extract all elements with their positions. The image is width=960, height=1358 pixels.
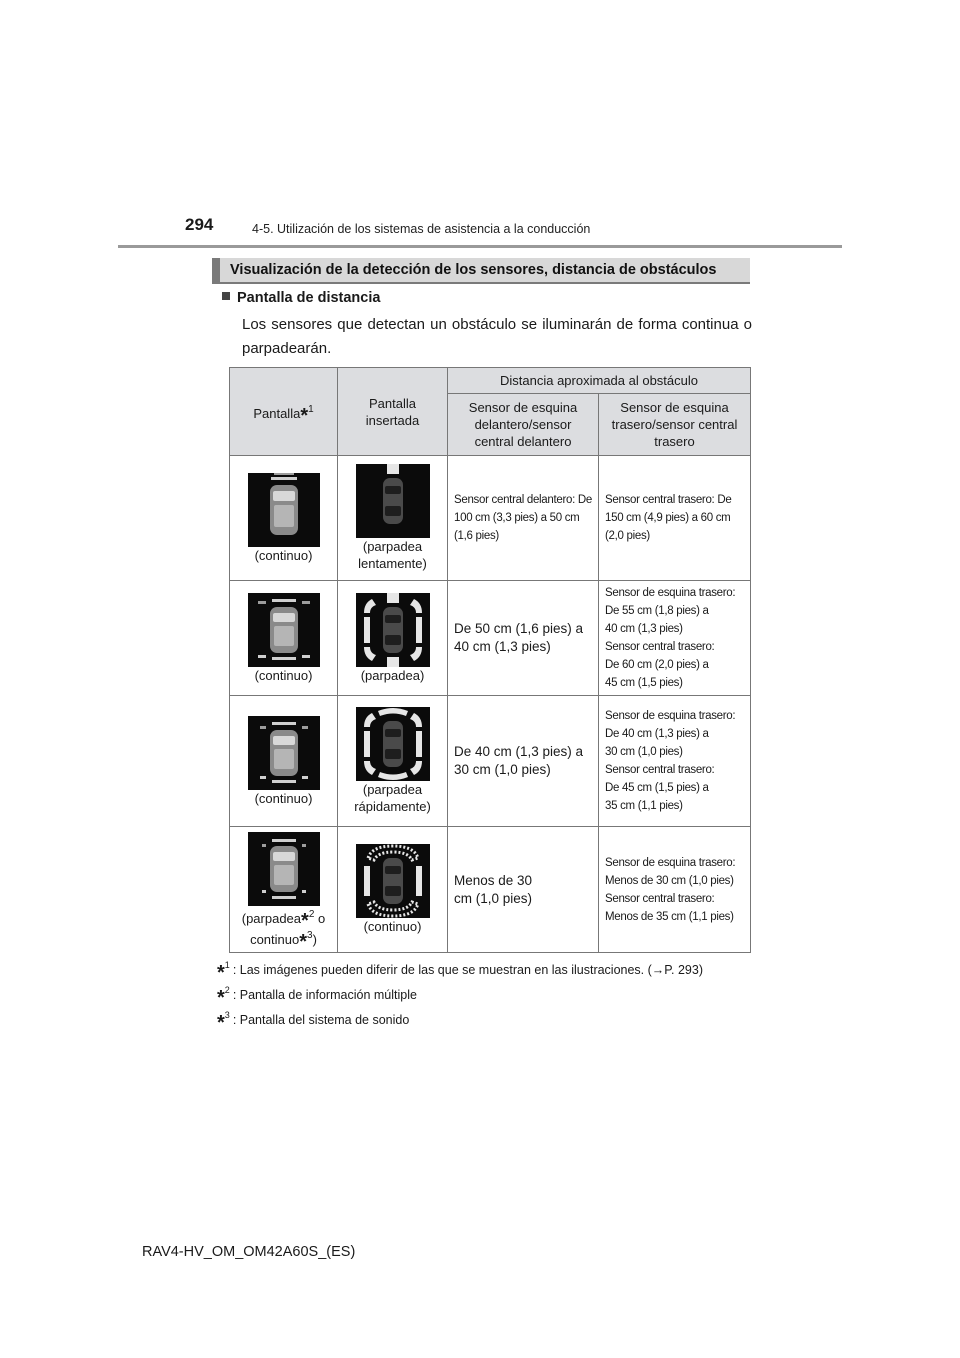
- header-pantalla-insertada: Pantalla insertada: [338, 368, 448, 456]
- square-bullet-icon: [222, 292, 230, 300]
- front-distance: Sensor central delantero: De 100 cm (3,3 pies) a 50 cm (1,6 pies): [448, 456, 599, 581]
- screen-car-icon: [248, 473, 320, 547]
- inset-car-icon: [356, 707, 430, 781]
- inset-caption: (continuo): [363, 919, 422, 934]
- footnote-3: *$^3$ : Pantalla del sistema de sonido: [217, 1010, 410, 1034]
- subheading: [222, 290, 380, 306]
- inset-caption: (parpadea lentamente): [358, 539, 427, 571]
- screen-cell: [230, 696, 338, 827]
- rear-distance: Sensor de esquina trasero: Menos de 30 cm (1,0 pies) Sensor central trasero: Menos de 35 cm (1,1 pies): [599, 827, 751, 953]
- table-row: [230, 581, 751, 696]
- inset-caption: (parpadea rápidamente): [354, 782, 431, 814]
- screen-caption: (parpadea$^{*2}$ o continuo$^{*3}$): [241, 908, 326, 953]
- inset-car-icon: [356, 593, 430, 667]
- inset-car-icon: [356, 464, 430, 538]
- screen-caption: (continuo): [254, 547, 313, 563]
- header-front-sensor: Sensor de esquina delantero/sensor central delantero: [448, 394, 599, 456]
- screen-cell: [230, 581, 338, 696]
- inset-cell: [338, 456, 448, 581]
- screen-car-icon: [248, 832, 320, 906]
- header-rear-sensor: Sensor de esquina trasero/sensor central trasero: [599, 394, 751, 456]
- document-code: RAV4-HV_OM_OM42A60S_(ES): [142, 1244, 356, 1260]
- table-row: [230, 827, 751, 953]
- screen-cell: [230, 827, 338, 953]
- subheading-text: Pantalla de distancia: [237, 290, 381, 306]
- front-distance: Menos de 30 cm (1,0 pies): [448, 827, 599, 953]
- section-title: Visualización de la detección de los sensores, distancia de obstáculos: [212, 258, 750, 284]
- screen-cell: [230, 456, 338, 581]
- table-row: [230, 696, 751, 827]
- footnote-2: *$^2$ : Pantalla de información múltiple: [217, 985, 417, 1009]
- rear-distance: Sensor de esquina trasero: De 55 cm (1,8 pies) a 40 cm (1,3 pies) Sensor central trasero: De 60 cm (2,0 pies) a 45 cm (1,5 pies): [599, 581, 751, 696]
- front-distance: De 40 cm (1,3 pies) a 30 cm (1,0 pies): [448, 696, 599, 827]
- distance-table: [229, 367, 751, 953]
- inset-cell: [338, 696, 448, 827]
- rear-distance: Sensor de esquina trasero: De 40 cm (1,3 pies) a 30 cm (1,0 pies) Sensor central trasero: De 45 cm (1,5 pies) a 35 cm (1,1 pies): [599, 696, 751, 827]
- page-number: 294: [185, 215, 214, 234]
- header-distancia: Distancia aproximada al obstáculo: [448, 368, 751, 394]
- screen-car-icon: [248, 716, 320, 790]
- inset-cell: [338, 827, 448, 953]
- screen-caption: (continuo): [254, 667, 313, 683]
- rear-distance: Sensor central trasero: De 150 cm (4,9 pies) a 60 cm (2,0 pies): [599, 456, 751, 581]
- footnote-1: *$^1$ : Las imágenes pueden diferir de las que se muestran en las ilustraciones. (→P. 293): [217, 960, 703, 984]
- screen-car-icon: [248, 593, 320, 667]
- inset-car-icon: [356, 844, 430, 918]
- inset-caption: (parpadea): [360, 667, 425, 683]
- front-distance: De 50 cm (1,6 pies) a 40 cm (1,3 pies): [448, 581, 599, 696]
- inset-cell: [338, 581, 448, 696]
- intro-paragraph: Los sensores que detectan un obstáculo se iluminarán de forma continua o parpadearán.: [242, 316, 752, 357]
- header-divider: [118, 245, 842, 248]
- header-pantalla: Pantalla$^{*1}$: [230, 368, 338, 456]
- section-path: 4-5. Utilización de los sistemas de asistencia a la conducción: [252, 222, 591, 236]
- screen-caption: (continuo): [254, 790, 313, 806]
- table-row: [230, 456, 751, 581]
